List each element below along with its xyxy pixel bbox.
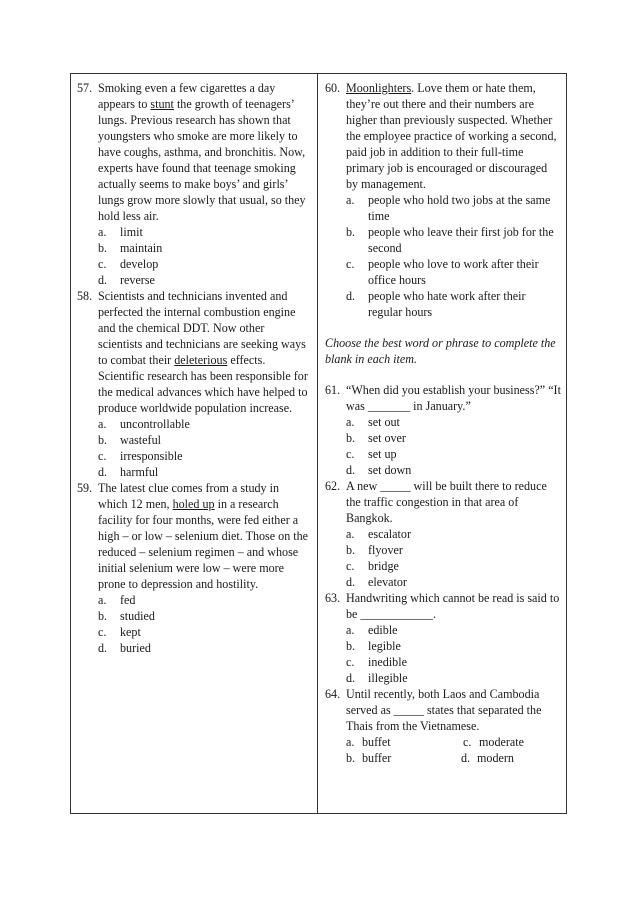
option-c: c. bridge — [346, 559, 399, 573]
option-b: b. studied — [98, 609, 155, 623]
question-number: 63. — [325, 591, 341, 605]
option-b: b. maintain — [98, 241, 163, 255]
option-d: d. elevator — [346, 575, 407, 589]
question-number: 62. — [325, 479, 341, 493]
question-62 — [325, 478, 561, 526]
question-number: 57. — [77, 81, 93, 95]
question-text: A new _____ will be built there to reduce the traffic congestion in that area of Bangkok. — [346, 479, 547, 525]
option-row — [325, 750, 561, 766]
option-c: c. set up — [346, 447, 397, 461]
question-text: “When did you establish your business?” “It was _______ in January.” — [346, 383, 561, 413]
section-instruction: Choose the best word or phrase to complete the blank in each item. — [325, 336, 556, 366]
left-column — [77, 80, 311, 656]
option-b: b. flyover — [346, 543, 403, 557]
question-number: 60. — [325, 81, 341, 95]
question-number: 64. — [325, 687, 341, 701]
option-d: d. set down — [346, 463, 412, 477]
question-text: Handwriting which cannot be read is said to be ____________. — [346, 591, 560, 621]
option-a: a. set out — [346, 415, 400, 429]
right-column — [325, 80, 561, 766]
option-row — [325, 734, 561, 750]
question-number: 58. — [77, 289, 93, 303]
option-c: c. people who love to work after their office hours — [346, 257, 539, 287]
option-a: a. uncontrollable — [98, 417, 190, 431]
option-d: d. people who hate work after their regular hours — [346, 289, 526, 319]
option-a: a. escalator — [346, 527, 411, 541]
question-57 — [77, 80, 311, 224]
option-d: d. illegible — [346, 671, 408, 685]
option-a: a. buffet — [346, 735, 391, 749]
option-b: b. set over — [346, 431, 406, 445]
question-64 — [325, 686, 561, 734]
option-a: a. edible — [346, 623, 398, 637]
option-c: c. irresponsible — [98, 449, 183, 463]
question-58 — [77, 288, 311, 416]
underlined-word: stunt — [150, 97, 174, 111]
option-b: b. wasteful — [98, 433, 161, 447]
underlined-word: Moonlighters — [346, 81, 412, 95]
question-60 — [325, 80, 561, 192]
option-a: a. people who hold two jobs at the same time — [346, 193, 551, 223]
option-d: d. buried — [98, 641, 151, 655]
option-d: d. reverse — [98, 273, 155, 287]
question-text: Scientists and technicians invented and perfected the internal combustion engine and the chemical DDT. Now other scientists and technicians are seeking ways to combat their deleterious effects. Scientific research has been responsible for the medical advances which have helped to produce worldwide population increase. — [98, 289, 308, 415]
option-c: c. inedible — [346, 655, 407, 669]
option-d: d. modern — [461, 751, 514, 765]
column-divider — [317, 74, 318, 813]
question-text: Smoking even a few cigarettes a day appears to stunt the growth of teenagers’ lungs. Previous research has shown that youngsters who smoke are more likely to have coughs, asthma, and bronchitis. Now, experts have found that teenage smoking actually seems to make boys’ and girls’ lungs grow more slowly that usual, so they hold less air. — [98, 81, 306, 223]
option-c: c. develop — [98, 257, 159, 271]
question-text: Moonlighters. Love them or hate them, they’re out there and their numbers are higher than previously suspected. Whether the employee practice of working a second, paid job in addition to their full-time primary job is encouraged or discouraged by management. — [346, 81, 557, 191]
question-63 — [325, 590, 561, 622]
option-b: b. buffer — [346, 751, 392, 765]
option-a: a. limit — [98, 225, 143, 239]
question-number: 59. — [77, 481, 93, 495]
option-c: c. kept — [98, 625, 141, 639]
question-61 — [325, 382, 561, 414]
option-d: d. harmful — [98, 465, 159, 479]
question-table — [70, 73, 567, 814]
question-text: Until recently, both Laos and Cambodia served as _____ states that separated the Thais from the Vietnamese. — [346, 687, 542, 733]
question-number: 61. — [325, 383, 341, 397]
option-a: a. fed — [98, 593, 136, 607]
underlined-word: holed up — [172, 497, 215, 511]
option-c: c. moderate — [463, 735, 524, 749]
question-text: The latest clue comes from a study in which 12 men, holed up in a research facility for four months, were fed either a high – or low – selenium diet. Those on the reduced – selenium regimen – and whose initial selenium were low – were more prone to depression and hostility. — [98, 481, 309, 591]
underlined-word: deleterious — [174, 353, 228, 367]
option-b: b. legible — [346, 639, 401, 653]
option-b: b. people who leave their first job for the second — [346, 225, 554, 255]
question-59 — [77, 480, 311, 592]
